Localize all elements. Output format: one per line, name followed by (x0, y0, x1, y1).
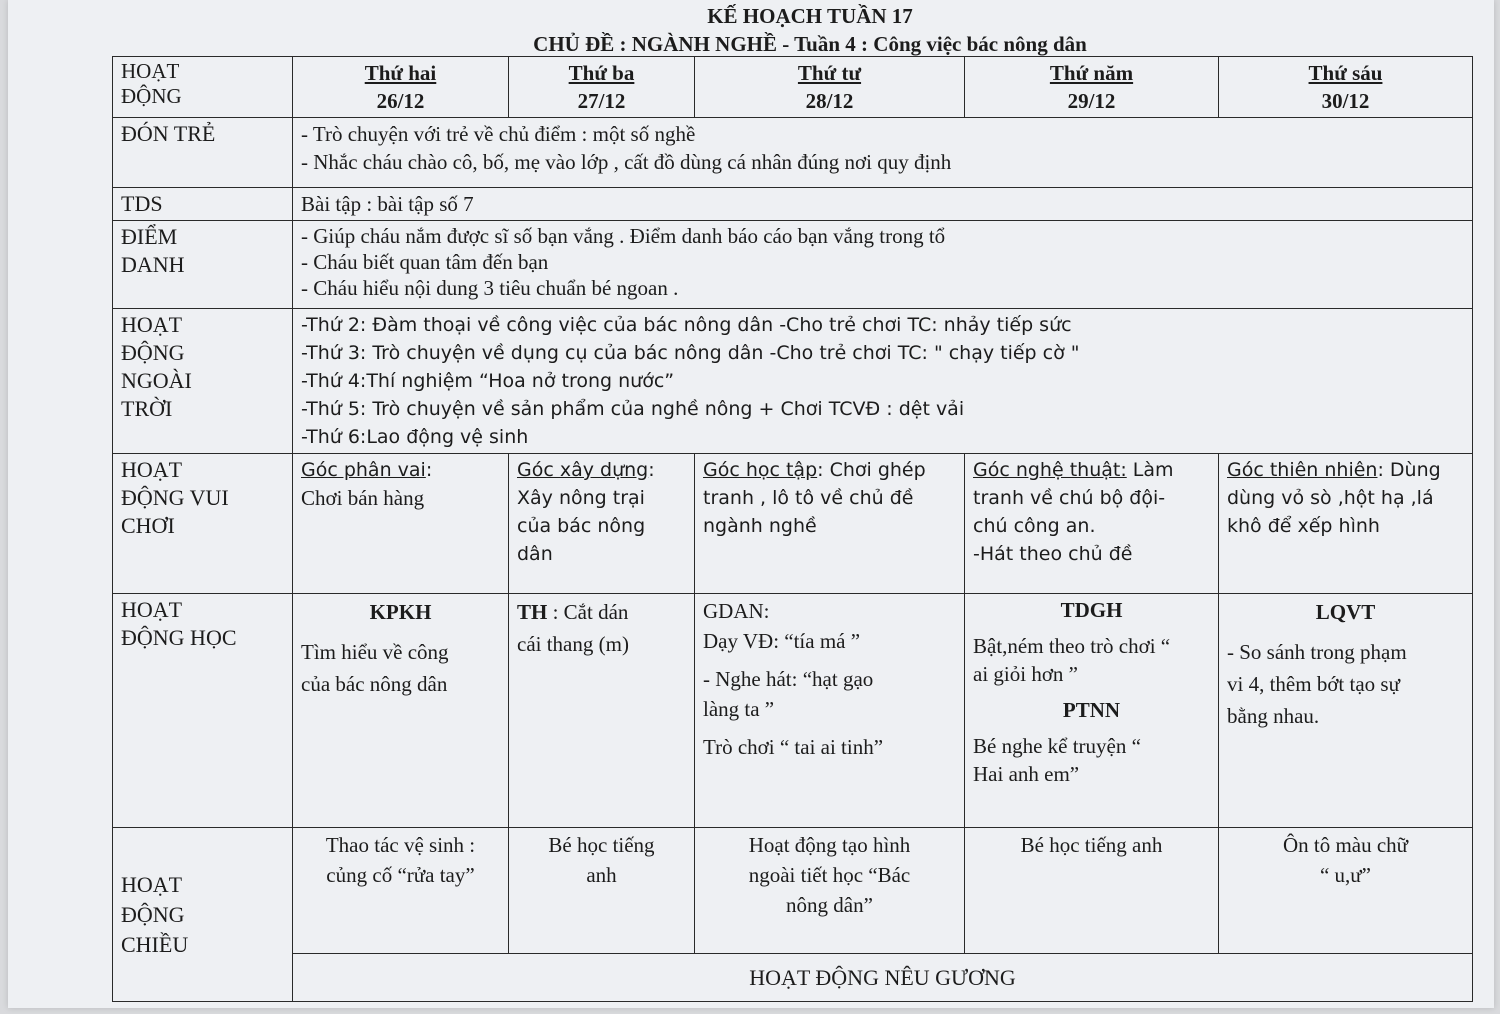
label-line: NGOÀI (121, 368, 192, 393)
text-line: Thao tác vệ sinh : (325, 833, 476, 857)
label-line: CHIỀU (121, 931, 189, 957)
day-date: 27/12 (577, 89, 626, 113)
text-line: cái thang (m) (517, 632, 629, 656)
text-line: Dạy VĐ: “tía má ” (703, 629, 861, 653)
text-line: -Thứ 5: Trò chuyện về sản phẩm của nghề nông + Chơi TCVĐ : dệt vải (301, 398, 965, 420)
corner-heading-tail: : (425, 459, 433, 481)
day-name: Thứ ba (568, 61, 635, 85)
corner-heading: Góc thiên nhiên (1227, 459, 1378, 481)
row-don-tre (113, 118, 1473, 188)
label-line: HOẠT (121, 597, 183, 622)
corner-heading: Góc phân vai (301, 459, 426, 481)
corner-line-1: HOẠT (121, 59, 180, 83)
text-line: của bác nông (517, 515, 646, 537)
lesson-title: TH (517, 600, 548, 624)
afternoon-thu (965, 828, 1219, 954)
text-line: Xây nông trại (517, 487, 645, 509)
label-hoat-dong-hoc (113, 594, 293, 828)
text-line: Bé nghe kể truyện “ (973, 734, 1141, 758)
afternoon-wed (695, 828, 965, 954)
label-tds: TDS (113, 188, 293, 221)
row-neu-guong (113, 954, 1473, 1002)
page-subtitle: CHỦ ĐỀ : NGÀNH NGHỀ - Tuần 4 : Công việc bác nông dân (533, 32, 1087, 56)
text-line: -Thứ 3: Trò chuyện về dụng cụ của bác nông dân -Cho trẻ chơi TC: " chạy tiếp cờ " (301, 342, 1080, 364)
text-line: dùng vỏ sò ,hột hạ ,lá (1227, 487, 1434, 509)
lesson-title: TDGH (1060, 598, 1123, 622)
play-corner-fri (1219, 454, 1473, 594)
corner-heading: Góc học tập (703, 459, 818, 481)
text-line: Bật,ném theo trò chơi “ (973, 634, 1171, 658)
text-line: khô để xếp hình (1227, 515, 1380, 537)
label-line: HOẠT (121, 457, 183, 482)
text-line: “ u,ư” (1319, 863, 1372, 887)
text-line: chú công an. (973, 515, 1096, 537)
text-line: vi 4, thêm bớt tạo sự (1227, 672, 1400, 696)
corner-heading-tail: : Dùng (1377, 459, 1441, 481)
row-chieu (113, 828, 1473, 954)
day-header-thu (965, 57, 1219, 118)
text-line: làng ta ” (703, 697, 775, 721)
day-date: 26/12 (376, 89, 425, 113)
row-ngoai-troi (113, 309, 1473, 454)
lesson-tue (509, 594, 695, 828)
lesson-wed (695, 594, 965, 828)
day-header-wed (695, 57, 965, 118)
text-line: Trò chơi “ tai ai tinh” (703, 735, 884, 759)
text-line: ngành nghề (703, 515, 817, 537)
text-line: củng cố “rửa tay” (326, 863, 475, 887)
content-diem-danh (293, 221, 1473, 309)
content-don-tre (293, 118, 1473, 188)
text-line: Bé học tiếng (548, 833, 655, 857)
row-tds (113, 188, 1473, 221)
label-line: ĐỘNG (121, 340, 185, 365)
text-line: - Nghe hát: “hạt gạo (703, 667, 874, 691)
weekly-plan-table (112, 56, 1473, 1002)
lesson-thu (965, 594, 1219, 828)
play-corner-thu (965, 454, 1219, 594)
day-name: Thứ tư (797, 61, 862, 85)
text-line: GDAN: (703, 599, 770, 623)
day-date: 30/12 (1321, 89, 1370, 113)
text-line: -Hát theo chủ đề (973, 543, 1133, 565)
lesson-mon (293, 594, 509, 828)
day-name: Thứ năm (1049, 61, 1134, 85)
row-diem-danh (113, 221, 1473, 309)
day-date: 28/12 (805, 89, 854, 113)
text-line: Hai anh em” (973, 762, 1080, 786)
text-line: ai giỏi hơn ” (973, 662, 1078, 686)
footer-neu-guong: HOẠT ĐỘNG NÊU GƯƠNG (293, 954, 1473, 1002)
text-line: - Trò chuyện với trẻ về chủ điểm : một số nghề (301, 122, 696, 146)
label-line: ĐỘNG HỌC (121, 625, 237, 650)
row-vui-choi (113, 454, 1473, 594)
text-line: - Cháu hiểu nội dung 3 tiêu chuẩn bé ngoan . (301, 276, 679, 300)
day-header-tue (509, 57, 695, 118)
text-line: Tìm hiểu về công (301, 640, 449, 664)
label-line: ĐIỂM (121, 224, 178, 249)
corner-line-2: ĐỘNG (121, 84, 182, 108)
header-corner (113, 57, 293, 118)
text-line: của bác nông dân (301, 672, 448, 696)
text-line: - So sánh trong phạm (1227, 640, 1407, 664)
day-name: Thứ sáu (1308, 61, 1383, 85)
text-line: nông dân” (786, 893, 873, 917)
corner-heading: Góc xây dựng (517, 459, 649, 481)
label-chieu (113, 828, 293, 1002)
label-line: DANH (121, 252, 185, 277)
afternoon-mon (293, 828, 509, 954)
label-vui-choi (113, 454, 293, 594)
label-line: ĐỘNG (121, 901, 185, 927)
lesson-title: KPKH (369, 600, 432, 624)
label-don-tre: ĐÓN TRẺ (113, 118, 293, 188)
text-line: Hoạt động tạo hình (748, 833, 911, 857)
text-line: tranh , lô tô về chủ đề (703, 487, 914, 509)
label-line: HOẠT (121, 871, 183, 897)
afternoon-tue (509, 828, 695, 954)
play-corner-mon (293, 454, 509, 594)
lesson-title: PTNN (1062, 698, 1121, 722)
row-hoat-dong-hoc (113, 594, 1473, 828)
afternoon-fri (1219, 828, 1473, 954)
page-title: KẾ HOẠCH TUẦN 17 (707, 4, 913, 28)
text-line: ngoài tiết học “Bác (748, 863, 911, 887)
day-header-mon (293, 57, 509, 118)
text-line: -Thứ 6:Lao động vệ sinh (301, 426, 529, 448)
content-ngoai-troi (293, 309, 1473, 454)
text-line: dân (517, 543, 553, 565)
label-line: TRỜI (121, 396, 173, 421)
header-row (113, 57, 1473, 118)
text-line: Bé học tiếng anh (1020, 833, 1163, 857)
text-line: - Giúp cháu nắm được sĩ số bạn vắng . Điểm danh báo cáo bạn vắng trong tổ (301, 224, 946, 248)
text-line: - Nhắc cháu chào cô, bố, mẹ vào lớp , cất đồ dùng cá nhân đúng nơi quy định (301, 150, 952, 174)
text-line: -Thứ 2: Đàm thoại về công việc của bác nông dân -Cho trẻ chơi TC: nhảy tiếp sức (301, 314, 1072, 336)
text-line: -Thứ 4:Thí nghiệm “Hoa nở trong nước” (301, 370, 675, 392)
text-line: Chơi bán hàng (301, 486, 425, 510)
day-header-fri (1219, 57, 1473, 118)
label-ngoai-troi (113, 309, 293, 454)
text-line: anh (586, 863, 617, 887)
label-diem-danh (113, 221, 293, 309)
label-line: HOẠT (121, 312, 183, 337)
text-line: Ôn tô màu chữ (1282, 833, 1409, 857)
lesson-title: LQVT (1315, 600, 1376, 624)
content-tds: Bài tập : bài tập số 7 (293, 188, 1473, 221)
text-line: tranh về chú bộ đội- (973, 487, 1166, 509)
lesson-title-tail: : Cắt dán (547, 600, 629, 624)
day-name: Thứ hai (364, 61, 437, 85)
text-line: bằng nhau. (1227, 704, 1320, 728)
corner-heading-tail: : (648, 459, 655, 481)
play-corner-tue (509, 454, 695, 594)
text-line: - Cháu biết quan tâm đến bạn (301, 250, 549, 274)
play-corner-wed (695, 454, 965, 594)
label-line: ĐỘNG VUI (121, 485, 229, 510)
corner-heading: Góc nghệ thuật: (973, 459, 1127, 481)
day-date: 29/12 (1067, 89, 1116, 113)
corner-heading-tail: Làm (1126, 459, 1174, 481)
label-line: CHƠI (121, 513, 175, 538)
corner-heading-tail: : Chơi ghép (817, 459, 926, 481)
lesson-fri (1219, 594, 1473, 828)
